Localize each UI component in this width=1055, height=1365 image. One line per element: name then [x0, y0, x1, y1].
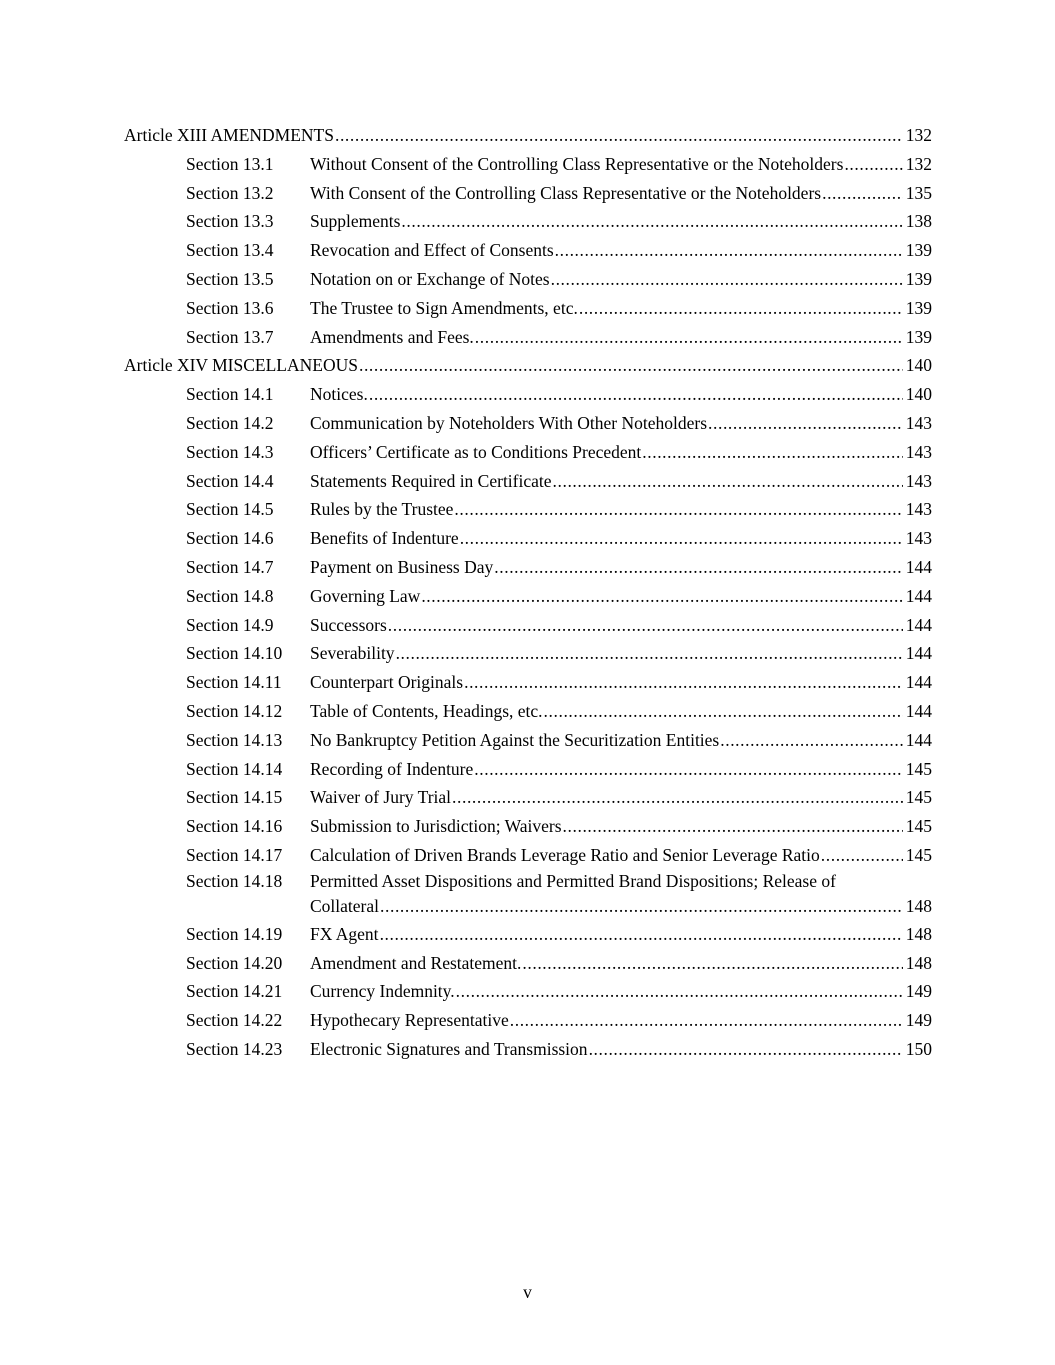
page-ref: 144: [905, 672, 932, 693]
toc-section-row: [124, 920, 932, 949]
dot-leader: [589, 1035, 903, 1064]
section-title: Officers’ Certificate as to Conditions Precedent: [310, 441, 642, 462]
toc-section-row: [124, 524, 932, 553]
page-ref: 140: [905, 384, 932, 405]
section-number: Section 14.2: [186, 412, 274, 433]
toc-section-row: [124, 611, 932, 640]
section-number: Section 14.9: [186, 614, 274, 635]
toc-section-row: [124, 755, 932, 784]
dot-leader: [464, 668, 903, 697]
section-number: Section 14.11: [186, 672, 282, 693]
toc-section-row: [124, 323, 932, 352]
section-number: Section 14.14: [186, 758, 283, 779]
toc-section-row: [124, 949, 932, 978]
toc-section-row: [124, 726, 932, 755]
section-number: Section 14.21: [186, 981, 283, 1002]
article-title: Article XIII AMENDMENTS: [124, 125, 334, 145]
section-number: Section 14.20: [186, 952, 283, 973]
toc-section-row: [124, 438, 932, 467]
section-number: Section 13.2: [186, 182, 274, 203]
page-ref: 149: [905, 1010, 932, 1031]
section-title-continued: Collateral: [310, 895, 380, 916]
toc-section-row: [124, 179, 932, 208]
page-ref: 139: [905, 240, 932, 261]
toc-section-row: [124, 668, 932, 697]
toc-section-row: [124, 812, 932, 841]
dot-leader: [494, 553, 902, 582]
section-title: Benefits of Indenture: [310, 528, 459, 549]
section-title: Supplements: [310, 211, 401, 232]
section-title: Notation on or Exchange of Notes: [310, 268, 550, 289]
toc-article-row: [124, 351, 932, 380]
section-title: Currency Indemnity.: [310, 981, 455, 1002]
section-title: Revocation and Effect of Consents: [310, 240, 554, 261]
section-number: Section 14.16: [186, 816, 283, 837]
section-number: Section 13.7: [186, 326, 274, 347]
toc-section-row: [124, 150, 932, 179]
toc-section-row: [124, 467, 932, 496]
section-title: Successors: [310, 614, 387, 635]
dot-leader: [369, 380, 903, 409]
section-title: The Trustee to Sign Amendments, etc.: [310, 297, 578, 318]
section-number: Section 14.4: [186, 470, 274, 491]
section-line-1: [186, 870, 836, 892]
section-number: Section 13.6: [186, 297, 274, 318]
dot-leader: [401, 207, 902, 236]
dot-leader: [396, 639, 903, 668]
page-ref: 148: [905, 923, 932, 944]
section-title: Severability: [310, 643, 395, 664]
toc-section-row: [124, 697, 932, 726]
dot-leader: [510, 1006, 903, 1035]
page-ref: 145: [905, 816, 932, 837]
toc-section-row: [124, 409, 932, 438]
dot-leader: [454, 495, 902, 524]
page-ref: 145: [905, 787, 932, 808]
section-number: Section 13.5: [186, 268, 274, 289]
dot-leader: [844, 150, 902, 179]
page-ref: 140: [905, 355, 932, 376]
section-number: Section 13.3: [186, 211, 274, 232]
dot-leader: [380, 920, 903, 949]
dot-leader: [563, 812, 903, 841]
section-title: Recording of Indenture: [310, 758, 474, 779]
dot-leader: [359, 351, 903, 380]
section-title: Counterpart Originals: [310, 672, 464, 693]
page-ref: 144: [905, 556, 932, 577]
section-title: Submission to Jurisdiction; Waivers: [310, 816, 562, 837]
section-number: Section 14.15: [186, 787, 283, 808]
page-ref: 132: [905, 125, 932, 145]
toc-section-row: [124, 639, 932, 668]
section-title: Governing Law: [310, 585, 421, 606]
toc-section-row: [124, 783, 932, 812]
dot-leader: [822, 179, 903, 208]
toc-article-row: [124, 121, 932, 150]
section-number: Section 14.10: [186, 643, 283, 664]
dot-leader: [642, 438, 902, 467]
section-number: Section 14.5: [186, 499, 274, 520]
section-title: Electronic Signatures and Transmission: [310, 1038, 588, 1059]
toc-section-row: [124, 495, 932, 524]
dot-leader: [421, 582, 902, 611]
section-number: Section 14.22: [186, 1010, 283, 1031]
section-title: Notices.: [310, 384, 368, 405]
page-ref: 150: [905, 1038, 932, 1059]
dot-leader: [380, 892, 903, 921]
section-title: With Consent of the Controlling Class Representative or the Noteholders: [310, 182, 822, 203]
dot-leader: [460, 524, 903, 553]
toc-section-row: [124, 380, 932, 409]
dot-leader: [553, 467, 903, 496]
section-number: Section 14.6: [186, 528, 274, 549]
toc-section-row: [124, 1006, 932, 1035]
dot-leader: [555, 236, 903, 265]
section-title: FX Agent: [310, 923, 379, 944]
toc-section-row: [124, 1035, 932, 1064]
page-ref: 143: [905, 499, 932, 520]
section-title: Without Consent of the Controlling Class Representative or the Noteholders: [310, 153, 844, 174]
section-title: Communication by Noteholders With Other Noteholders: [310, 412, 708, 433]
page-ref: 144: [905, 729, 932, 750]
section-number: Section 14.8: [186, 585, 274, 606]
page-ref: 143: [905, 470, 932, 491]
page-ref: 148: [905, 952, 932, 973]
section-title: Hypothecary Representative: [310, 1010, 509, 1031]
dot-leader: [452, 783, 903, 812]
page-ref: 143: [905, 412, 932, 433]
page-ref: 144: [905, 614, 932, 635]
section-title: Payment on Business Day: [310, 556, 494, 577]
section-number: Section 14.3: [186, 441, 274, 462]
section-number: Section 13.1: [186, 153, 274, 174]
dot-leader: [544, 697, 903, 726]
page-number: v: [523, 1282, 532, 1302]
section-title: Amendment and Restatement.: [310, 952, 522, 973]
dot-leader: [579, 294, 903, 323]
section-title: Table of Contents, Headings, etc.: [310, 700, 543, 721]
dot-leader: [522, 949, 902, 978]
page-ref: 139: [905, 268, 932, 289]
section-title: Calculation of Driven Brands Leverage Ratio and Senior Leverage Ratio: [310, 844, 820, 865]
page-ref: 144: [905, 700, 932, 721]
dot-leader: [335, 121, 903, 150]
page-ref: 145: [905, 758, 932, 779]
toc-section-row: [124, 236, 932, 265]
toc-section-row: [124, 207, 932, 236]
section-title: Waiver of Jury Trial: [310, 787, 452, 808]
dot-leader: [720, 726, 903, 755]
toc-section-row: [124, 977, 932, 1006]
toc-section-row: [124, 265, 932, 294]
section-number: Section 14.12: [186, 700, 283, 721]
section-title: Amendments and Fees.: [310, 326, 474, 347]
page-ref: 144: [905, 585, 932, 606]
section-number: Section 14.1: [186, 384, 274, 405]
dot-leader: [456, 977, 903, 1006]
section-title: Rules by the Trustee: [310, 499, 454, 520]
dot-leader: [551, 265, 903, 294]
toc-section-row: [124, 582, 932, 611]
section-number: Section 13.4: [186, 240, 274, 261]
section-line-2: [186, 892, 932, 921]
section-number: Section 14.23: [186, 1038, 283, 1059]
dot-leader: [388, 611, 903, 640]
article-title: Article XIV MISCELLANEOUS: [124, 355, 358, 376]
section-title: Permitted Asset Dispositions and Permitted Brand Dispositions; Release of: [310, 870, 836, 891]
section-number: Section 14.17: [186, 844, 283, 865]
dot-leader: [821, 841, 903, 870]
page-ref: 148: [905, 895, 932, 916]
section-number: Section 14.13: [186, 729, 283, 750]
toc-section-row: [124, 870, 932, 920]
table-of-contents: [124, 121, 932, 1064]
section-number: Section 14.18: [186, 870, 283, 891]
page-ref: 143: [905, 528, 932, 549]
dot-leader: [708, 409, 903, 438]
page-ref: 139: [905, 297, 932, 318]
dot-leader: [474, 755, 902, 784]
page-ref: 138: [905, 211, 932, 232]
section-title: Statements Required in Certificate: [310, 470, 552, 491]
toc-section-row: [124, 841, 932, 870]
page-ref: 149: [905, 981, 932, 1002]
toc-section-row: [124, 553, 932, 582]
page-ref: 144: [905, 643, 932, 664]
section-number: Section 14.7: [186, 556, 274, 577]
page-ref: 132: [905, 153, 932, 174]
dot-leader: [475, 323, 903, 352]
section-number: Section 14.19: [186, 923, 283, 944]
toc-section-row: [124, 294, 932, 323]
section-title: No Bankruptcy Petition Against the Securitization Entities: [310, 729, 720, 750]
page-ref: 143: [905, 441, 932, 462]
page-ref: 139: [905, 326, 932, 347]
page-ref: 135: [905, 182, 932, 203]
page-ref: 145: [905, 844, 932, 865]
